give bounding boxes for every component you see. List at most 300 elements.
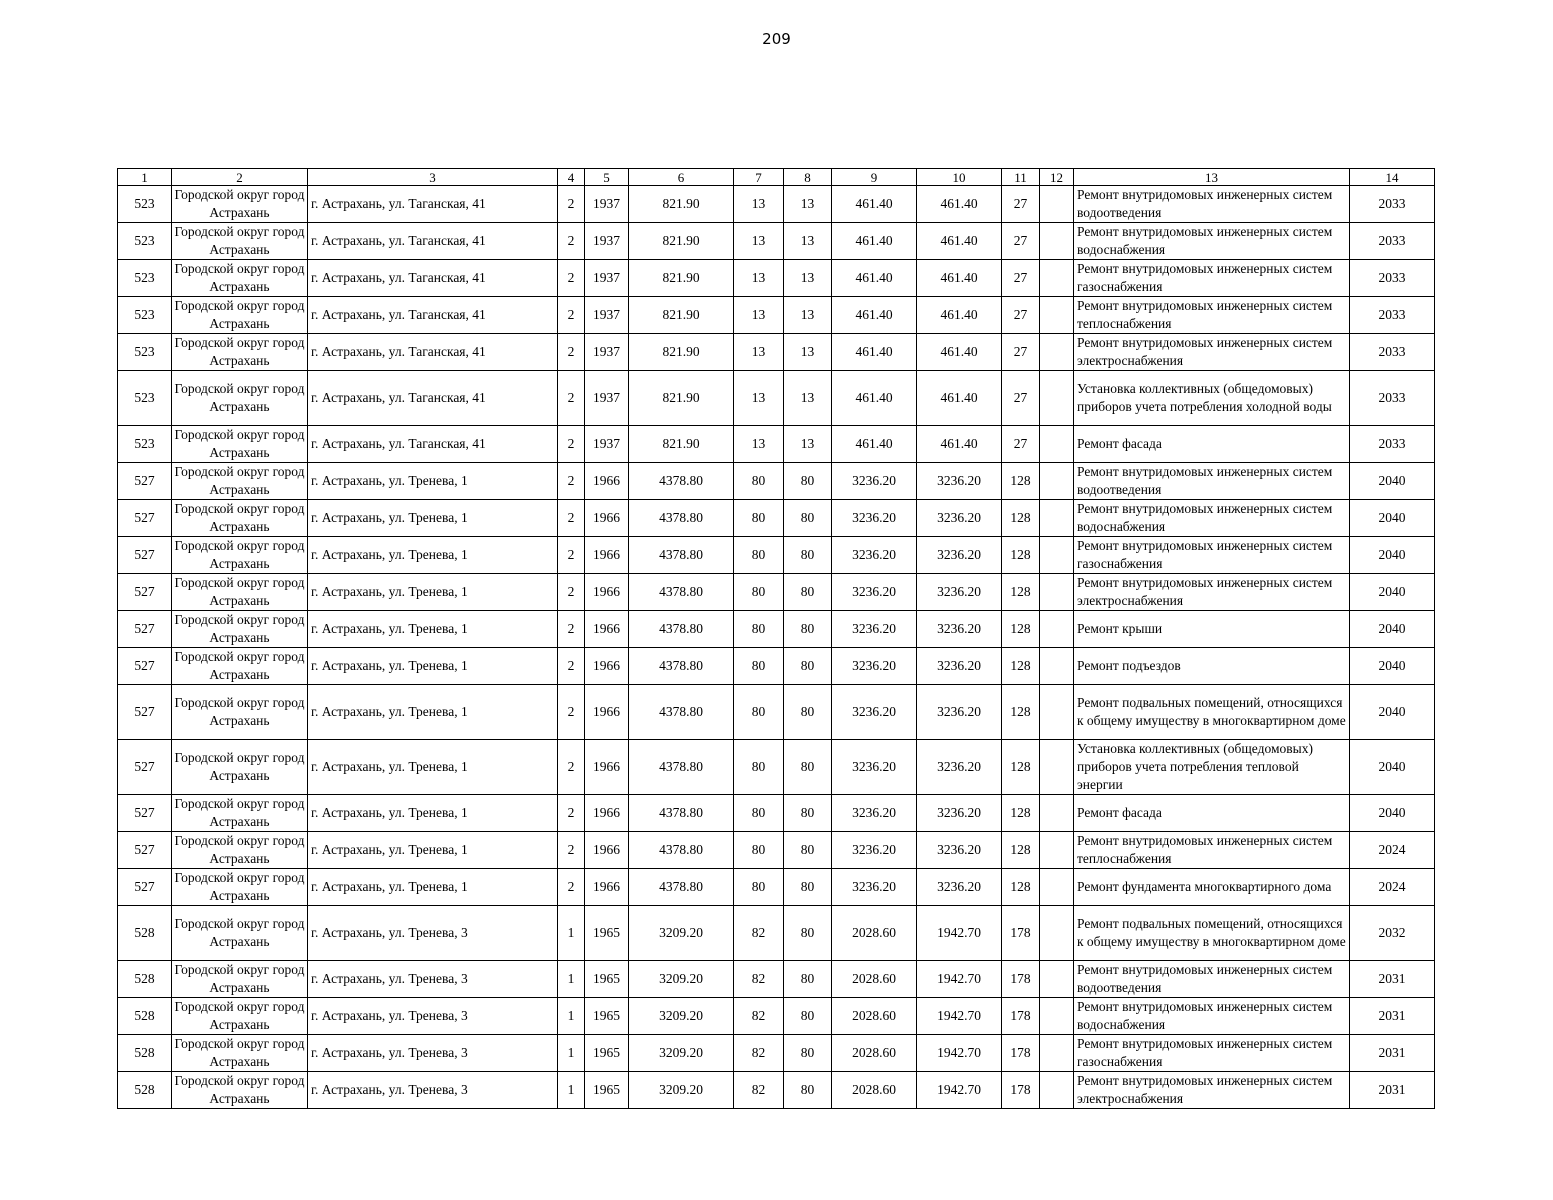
row-number-cell: 523 [118, 426, 172, 463]
header-cell: 4 [558, 169, 585, 186]
header-cell: 9 [832, 169, 917, 186]
col12-cell [1040, 648, 1074, 685]
municipality-cell: Городской округ город Астрахань [172, 260, 308, 297]
table-row [118, 334, 1435, 371]
year-cell: 1937 [585, 297, 629, 334]
col9-cell: 461.40 [832, 297, 917, 334]
year-cell: 1937 [585, 186, 629, 223]
header-cell: 6 [629, 169, 734, 186]
year-cell: 1937 [585, 223, 629, 260]
work-type-cell: Ремонт внутридомовых инженерных систем теплоснабжения [1074, 832, 1350, 869]
year-planned-cell: 2033 [1350, 297, 1435, 334]
year-planned-cell: 2031 [1350, 1072, 1435, 1109]
row-number-cell: 527 [118, 869, 172, 906]
table-row [118, 740, 1435, 795]
col12-cell [1040, 1072, 1074, 1109]
col12-cell [1040, 906, 1074, 961]
work-type-cell: Ремонт фасада [1074, 795, 1350, 832]
year-planned-cell: 2033 [1350, 371, 1435, 426]
municipality-cell: Городской округ город Астрахань [172, 223, 308, 260]
year-cell: 1966 [585, 740, 629, 795]
col11-cell: 128 [1002, 463, 1040, 500]
col10-cell: 3236.20 [917, 869, 1002, 906]
page-number: 209 [762, 30, 791, 48]
col7-cell: 82 [734, 906, 784, 961]
col11-cell: 27 [1002, 371, 1040, 426]
area-cell: 4378.80 [629, 574, 734, 611]
col10-cell: 1942.70 [917, 961, 1002, 998]
municipality-cell: Городской округ город Астрахань [172, 795, 308, 832]
year-planned-cell: 2040 [1350, 463, 1435, 500]
address-cell: г. Астрахань, ул. Тренева, 1 [308, 832, 558, 869]
col11-cell: 178 [1002, 1035, 1040, 1072]
col10-cell: 461.40 [917, 334, 1002, 371]
area-cell: 3209.20 [629, 961, 734, 998]
col12-cell [1040, 574, 1074, 611]
col10-cell: 461.40 [917, 186, 1002, 223]
col11-cell: 128 [1002, 795, 1040, 832]
row-number-cell: 528 [118, 906, 172, 961]
municipality-cell: Городской округ город Астрахань [172, 998, 308, 1035]
work-type-cell: Ремонт внутридомовых инженерных систем теплоснабжения [1074, 297, 1350, 334]
table-row [118, 537, 1435, 574]
col11-cell: 128 [1002, 740, 1040, 795]
col10-cell: 1942.70 [917, 906, 1002, 961]
row-number-cell: 528 [118, 1072, 172, 1109]
col10-cell: 461.40 [917, 297, 1002, 334]
col11-cell: 128 [1002, 685, 1040, 740]
col9-cell: 2028.60 [832, 998, 917, 1035]
col8-cell: 13 [784, 223, 832, 260]
year-cell: 1965 [585, 1035, 629, 1072]
floors-cell: 2 [558, 297, 585, 334]
year-cell: 1937 [585, 426, 629, 463]
col8-cell: 13 [784, 334, 832, 371]
col10-cell: 3236.20 [917, 832, 1002, 869]
table-row [118, 795, 1435, 832]
col7-cell: 80 [734, 832, 784, 869]
year-planned-cell: 2040 [1350, 574, 1435, 611]
col12-cell [1040, 297, 1074, 334]
work-type-cell: Ремонт фасада [1074, 426, 1350, 463]
table-row [118, 998, 1435, 1035]
address-cell: г. Астрахань, ул. Таганская, 41 [308, 426, 558, 463]
address-cell: г. Астрахань, ул. Тренева, 1 [308, 795, 558, 832]
col8-cell: 80 [784, 961, 832, 998]
col12-cell [1040, 371, 1074, 426]
row-number-cell: 527 [118, 574, 172, 611]
address-cell: г. Астрахань, ул. Тренева, 3 [308, 906, 558, 961]
year-cell: 1966 [585, 574, 629, 611]
col7-cell: 80 [734, 574, 784, 611]
floors-cell: 2 [558, 611, 585, 648]
table-row [118, 648, 1435, 685]
col11-cell: 128 [1002, 648, 1040, 685]
area-cell: 3209.20 [629, 1072, 734, 1109]
floors-cell: 2 [558, 574, 585, 611]
address-cell: г. Астрахань, ул. Тренева, 1 [308, 648, 558, 685]
floors-cell: 1 [558, 906, 585, 961]
municipality-cell: Городской округ город Астрахань [172, 648, 308, 685]
year-cell: 1937 [585, 260, 629, 297]
work-type-cell: Ремонт внутридомовых инженерных систем водоотведения [1074, 186, 1350, 223]
col8-cell: 80 [784, 463, 832, 500]
col10-cell: 3236.20 [917, 500, 1002, 537]
floors-cell: 2 [558, 223, 585, 260]
col10-cell: 3236.20 [917, 740, 1002, 795]
floors-cell: 2 [558, 371, 585, 426]
col7-cell: 82 [734, 998, 784, 1035]
col8-cell: 80 [784, 1035, 832, 1072]
area-cell: 4378.80 [629, 832, 734, 869]
col9-cell: 461.40 [832, 260, 917, 297]
floors-cell: 2 [558, 426, 585, 463]
work-type-cell: Ремонт внутридомовых инженерных систем электроснабжения [1074, 1072, 1350, 1109]
work-type-cell: Ремонт внутридомовых инженерных систем водоснабжения [1074, 500, 1350, 537]
work-type-cell: Ремонт подвальных помещений, относящихся к общему имуществу в многоквартирном доме [1074, 906, 1350, 961]
work-type-cell: Установка коллективных (общедомовых) приборов учета потребления холодной воды [1074, 371, 1350, 426]
col8-cell: 80 [784, 832, 832, 869]
area-cell: 821.90 [629, 223, 734, 260]
col9-cell: 2028.60 [832, 906, 917, 961]
year-planned-cell: 2033 [1350, 223, 1435, 260]
col12-cell [1040, 961, 1074, 998]
address-cell: г. Астрахань, ул. Таганская, 41 [308, 297, 558, 334]
work-type-cell: Ремонт внутридомовых инженерных систем водоотведения [1074, 961, 1350, 998]
work-type-cell: Ремонт внутридомовых инженерных систем водоснабжения [1074, 998, 1350, 1035]
col7-cell: 13 [734, 186, 784, 223]
row-number-cell: 523 [118, 371, 172, 426]
col7-cell: 80 [734, 648, 784, 685]
col11-cell: 178 [1002, 1072, 1040, 1109]
col12-cell [1040, 832, 1074, 869]
row-number-cell: 523 [118, 223, 172, 260]
col10-cell: 3236.20 [917, 463, 1002, 500]
col10-cell: 461.40 [917, 371, 1002, 426]
table-row [118, 685, 1435, 740]
municipality-cell: Городской округ город Астрахань [172, 961, 308, 998]
col8-cell: 80 [784, 648, 832, 685]
area-cell: 821.90 [629, 186, 734, 223]
col8-cell: 13 [784, 371, 832, 426]
table-row [118, 574, 1435, 611]
header-cell: 2 [172, 169, 308, 186]
row-number-cell: 527 [118, 832, 172, 869]
row-number-cell: 528 [118, 1035, 172, 1072]
floors-cell: 2 [558, 463, 585, 500]
col11-cell: 178 [1002, 961, 1040, 998]
year-cell: 1966 [585, 869, 629, 906]
col8-cell: 80 [784, 906, 832, 961]
municipality-cell: Городской округ город Астрахань [172, 1035, 308, 1072]
address-cell: г. Астрахань, ул. Тренева, 1 [308, 740, 558, 795]
col9-cell: 461.40 [832, 334, 917, 371]
work-type-cell: Ремонт крыши [1074, 611, 1350, 648]
header-cell: 3 [308, 169, 558, 186]
area-cell: 821.90 [629, 334, 734, 371]
municipality-cell: Городской округ город Астрахань [172, 426, 308, 463]
col10-cell: 3236.20 [917, 795, 1002, 832]
col11-cell: 128 [1002, 500, 1040, 537]
table-row [118, 832, 1435, 869]
municipality-cell: Городской округ город Астрахань [172, 537, 308, 574]
address-cell: г. Астрахань, ул. Тренева, 3 [308, 1035, 558, 1072]
col10-cell: 461.40 [917, 223, 1002, 260]
col12-cell [1040, 260, 1074, 297]
col7-cell: 13 [734, 223, 784, 260]
work-type-cell: Ремонт внутридомовых инженерных систем газоснабжения [1074, 537, 1350, 574]
municipality-cell: Городской округ город Астрахань [172, 463, 308, 500]
work-type-cell: Установка коллективных (общедомовых) приборов учета потребления тепловой энергии [1074, 740, 1350, 795]
table-row [118, 961, 1435, 998]
table-row [118, 223, 1435, 260]
col7-cell: 80 [734, 685, 784, 740]
area-cell: 4378.80 [629, 869, 734, 906]
col10-cell: 1942.70 [917, 998, 1002, 1035]
header-cell: 12 [1040, 169, 1074, 186]
row-number-cell: 523 [118, 260, 172, 297]
area-cell: 3209.20 [629, 998, 734, 1035]
area-cell: 4378.80 [629, 463, 734, 500]
address-cell: г. Астрахань, ул. Таганская, 41 [308, 223, 558, 260]
table-row [118, 500, 1435, 537]
col8-cell: 80 [784, 869, 832, 906]
year-cell: 1965 [585, 961, 629, 998]
municipality-cell: Городской округ город Астрахань [172, 685, 308, 740]
col11-cell: 27 [1002, 297, 1040, 334]
work-type-cell: Ремонт внутридомовых инженерных систем газоснабжения [1074, 260, 1350, 297]
row-number-cell: 527 [118, 740, 172, 795]
row-number-cell: 527 [118, 500, 172, 537]
area-cell: 821.90 [629, 426, 734, 463]
floors-cell: 2 [558, 537, 585, 574]
col9-cell: 3236.20 [832, 832, 917, 869]
col8-cell: 80 [784, 1072, 832, 1109]
municipality-cell: Городской округ город Астрахань [172, 1072, 308, 1109]
floors-cell: 2 [558, 795, 585, 832]
year-planned-cell: 2031 [1350, 998, 1435, 1035]
col9-cell: 2028.60 [832, 1035, 917, 1072]
col10-cell: 3236.20 [917, 685, 1002, 740]
header-cell: 13 [1074, 169, 1350, 186]
col9-cell: 3236.20 [832, 795, 917, 832]
municipality-cell: Городской округ город Астрахань [172, 611, 308, 648]
col7-cell: 13 [734, 297, 784, 334]
col11-cell: 128 [1002, 869, 1040, 906]
col7-cell: 82 [734, 1072, 784, 1109]
col7-cell: 80 [734, 500, 784, 537]
col8-cell: 80 [784, 574, 832, 611]
col12-cell [1040, 426, 1074, 463]
col8-cell: 80 [784, 537, 832, 574]
floors-cell: 1 [558, 998, 585, 1035]
address-cell: г. Астрахань, ул. Тренева, 1 [308, 537, 558, 574]
col7-cell: 80 [734, 795, 784, 832]
col12-cell [1040, 869, 1074, 906]
row-number-cell: 527 [118, 685, 172, 740]
col12-cell [1040, 1035, 1074, 1072]
work-type-cell: Ремонт внутридомовых инженерных систем водоснабжения [1074, 223, 1350, 260]
year-planned-cell: 2040 [1350, 685, 1435, 740]
area-cell: 821.90 [629, 297, 734, 334]
address-cell: г. Астрахань, ул. Таганская, 41 [308, 260, 558, 297]
year-planned-cell: 2040 [1350, 500, 1435, 537]
table-row [118, 371, 1435, 426]
col10-cell: 1942.70 [917, 1072, 1002, 1109]
year-cell: 1966 [585, 685, 629, 740]
area-cell: 821.90 [629, 260, 734, 297]
header-cell: 10 [917, 169, 1002, 186]
header-cell: 5 [585, 169, 629, 186]
address-cell: г. Астрахань, ул. Тренева, 1 [308, 574, 558, 611]
floors-cell: 2 [558, 500, 585, 537]
table-row [118, 426, 1435, 463]
year-cell: 1966 [585, 537, 629, 574]
year-planned-cell: 2031 [1350, 1035, 1435, 1072]
col11-cell: 27 [1002, 334, 1040, 371]
floors-cell: 2 [558, 832, 585, 869]
year-cell: 1966 [585, 648, 629, 685]
col11-cell: 128 [1002, 537, 1040, 574]
col9-cell: 2028.60 [832, 961, 917, 998]
col9-cell: 3236.20 [832, 463, 917, 500]
table-row [118, 1072, 1435, 1109]
work-type-cell: Ремонт внутридомовых инженерных систем электроснабжения [1074, 574, 1350, 611]
col12-cell [1040, 611, 1074, 648]
header-row [118, 169, 1435, 186]
col12-cell [1040, 685, 1074, 740]
col10-cell: 461.40 [917, 426, 1002, 463]
col12-cell [1040, 500, 1074, 537]
col11-cell: 27 [1002, 426, 1040, 463]
col9-cell: 3236.20 [832, 574, 917, 611]
year-planned-cell: 2024 [1350, 869, 1435, 906]
col11-cell: 128 [1002, 574, 1040, 611]
municipality-cell: Городской округ город Астрахань [172, 574, 308, 611]
col9-cell: 3236.20 [832, 869, 917, 906]
col10-cell: 461.40 [917, 260, 1002, 297]
col7-cell: 80 [734, 740, 784, 795]
year-planned-cell: 2024 [1350, 832, 1435, 869]
col12-cell [1040, 334, 1074, 371]
year-planned-cell: 2032 [1350, 906, 1435, 961]
municipality-cell: Городской округ город Астрахань [172, 334, 308, 371]
year-planned-cell: 2033 [1350, 260, 1435, 297]
year-cell: 1965 [585, 998, 629, 1035]
row-number-cell: 527 [118, 463, 172, 500]
col9-cell: 461.40 [832, 371, 917, 426]
municipality-cell: Городской округ город Астрахань [172, 906, 308, 961]
row-number-cell: 527 [118, 648, 172, 685]
col8-cell: 80 [784, 611, 832, 648]
floors-cell: 2 [558, 740, 585, 795]
year-cell: 1966 [585, 795, 629, 832]
table-row [118, 260, 1435, 297]
col9-cell: 461.40 [832, 186, 917, 223]
col9-cell: 3236.20 [832, 685, 917, 740]
col8-cell: 80 [784, 740, 832, 795]
year-cell: 1966 [585, 611, 629, 648]
table-row [118, 186, 1435, 223]
works-table [117, 168, 1435, 1109]
year-cell: 1937 [585, 371, 629, 426]
col8-cell: 80 [784, 500, 832, 537]
year-planned-cell: 2031 [1350, 961, 1435, 998]
area-cell: 3209.20 [629, 906, 734, 961]
work-type-cell: Ремонт подъездов [1074, 648, 1350, 685]
col11-cell: 128 [1002, 832, 1040, 869]
row-number-cell: 528 [118, 998, 172, 1035]
year-planned-cell: 2040 [1350, 537, 1435, 574]
area-cell: 4378.80 [629, 537, 734, 574]
col12-cell [1040, 795, 1074, 832]
table-row [118, 611, 1435, 648]
col7-cell: 80 [734, 537, 784, 574]
address-cell: г. Астрахань, ул. Таганская, 41 [308, 334, 558, 371]
col11-cell: 128 [1002, 611, 1040, 648]
year-planned-cell: 2040 [1350, 648, 1435, 685]
area-cell: 3209.20 [629, 1035, 734, 1072]
header-cell: 8 [784, 169, 832, 186]
area-cell: 4378.80 [629, 795, 734, 832]
floors-cell: 1 [558, 1035, 585, 1072]
col7-cell: 80 [734, 463, 784, 500]
municipality-cell: Городской округ город Астрахань [172, 740, 308, 795]
year-cell: 1966 [585, 500, 629, 537]
col7-cell: 13 [734, 260, 784, 297]
col10-cell: 3236.20 [917, 611, 1002, 648]
table-row [118, 869, 1435, 906]
col8-cell: 80 [784, 795, 832, 832]
col11-cell: 27 [1002, 223, 1040, 260]
floors-cell: 1 [558, 1072, 585, 1109]
col10-cell: 3236.20 [917, 648, 1002, 685]
header-cell: 7 [734, 169, 784, 186]
col8-cell: 13 [784, 426, 832, 463]
col12-cell [1040, 998, 1074, 1035]
col12-cell [1040, 740, 1074, 795]
address-cell: г. Астрахань, ул. Тренева, 1 [308, 500, 558, 537]
year-cell: 1966 [585, 832, 629, 869]
col11-cell: 27 [1002, 260, 1040, 297]
year-cell: 1965 [585, 906, 629, 961]
work-type-cell: Ремонт внутридомовых инженерных систем водоотведения [1074, 463, 1350, 500]
floors-cell: 1 [558, 961, 585, 998]
area-cell: 4378.80 [629, 740, 734, 795]
col9-cell: 3236.20 [832, 537, 917, 574]
table-row [118, 906, 1435, 961]
municipality-cell: Городской округ город Астрахань [172, 869, 308, 906]
col7-cell: 82 [734, 1035, 784, 1072]
col9-cell: 3236.20 [832, 611, 917, 648]
col7-cell: 82 [734, 961, 784, 998]
floors-cell: 2 [558, 186, 585, 223]
header-cell: 14 [1350, 169, 1435, 186]
col7-cell: 13 [734, 426, 784, 463]
area-cell: 4378.80 [629, 500, 734, 537]
work-type-cell: Ремонт внутридомовых инженерных систем газоснабжения [1074, 1035, 1350, 1072]
year-planned-cell: 2040 [1350, 611, 1435, 648]
col12-cell [1040, 537, 1074, 574]
col8-cell: 13 [784, 186, 832, 223]
row-number-cell: 523 [118, 297, 172, 334]
col9-cell: 3236.20 [832, 648, 917, 685]
floors-cell: 2 [558, 648, 585, 685]
col8-cell: 80 [784, 685, 832, 740]
year-planned-cell: 2040 [1350, 740, 1435, 795]
floors-cell: 2 [558, 685, 585, 740]
municipality-cell: Городской округ город Астрахань [172, 186, 308, 223]
